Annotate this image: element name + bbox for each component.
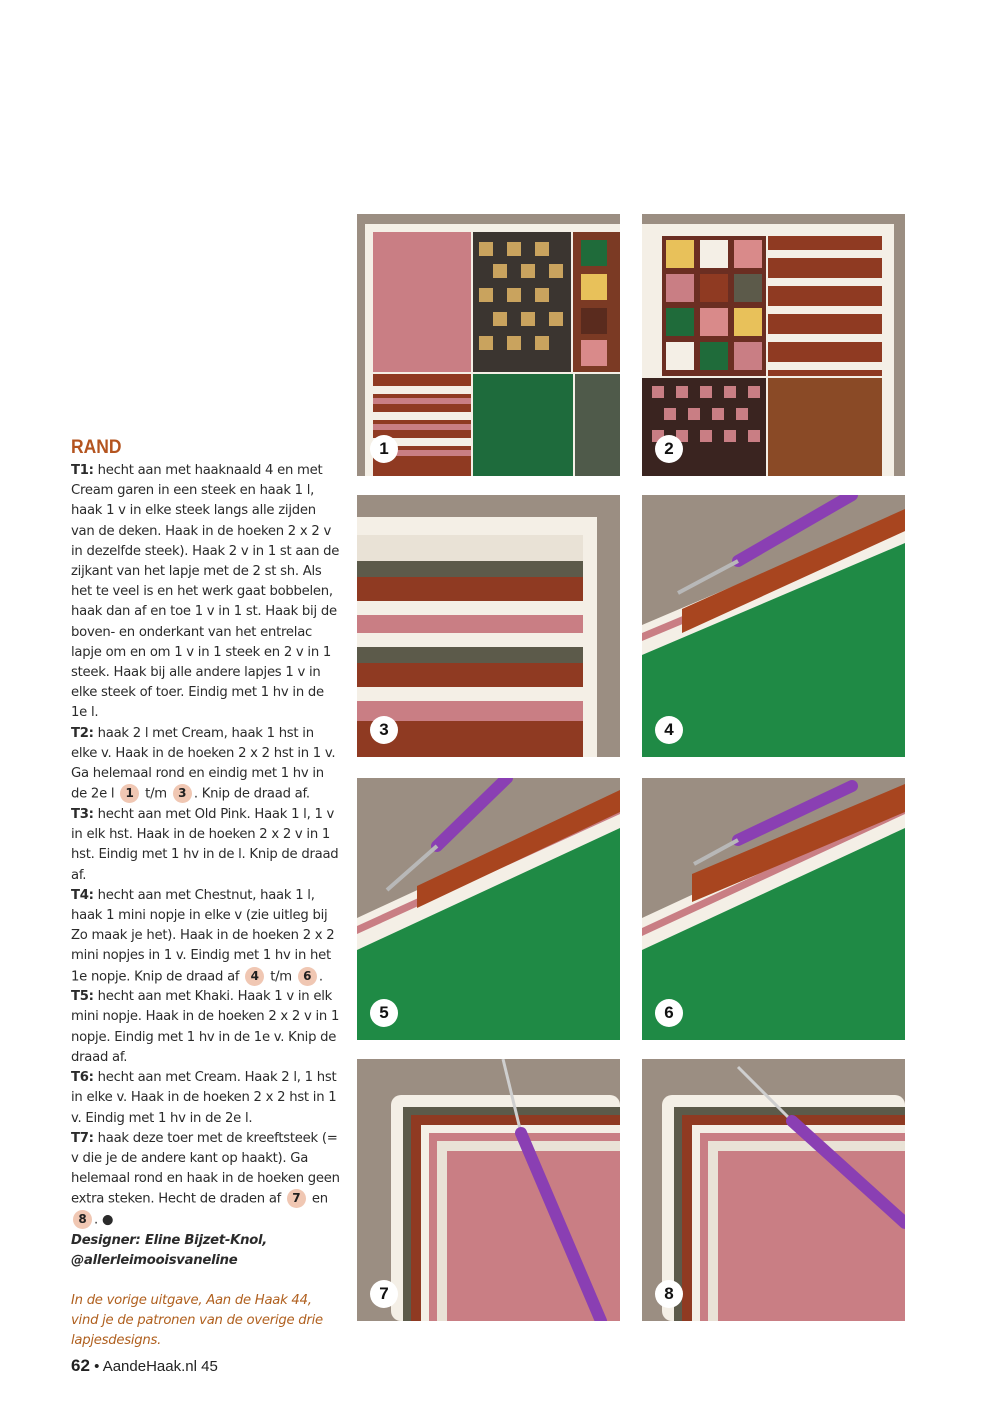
photo-8 <box>642 1059 905 1321</box>
photo-ref-badge: 8 <box>73 1210 92 1229</box>
photo-ref-badge: 3 <box>173 784 192 803</box>
previous-issue-note: In de vorige uitgave, Aan de Haak 44, vind je de patronen van de overige drie lapjesdesigns. <box>71 1293 323 1349</box>
photo-ref-badge: 7 <box>287 1189 306 1208</box>
instructions-column <box>71 436 341 1364</box>
designer-handle: @allerleimooisvaneline <box>71 1252 238 1268</box>
row-t3: T3: hecht aan met Old Pink. Haak 1 l, 1 v in elk hst. Haak in de hoeken 2 x 2 v in 1 hst. Eindig met 1 hv in de l. Knip de draad af. <box>71 806 339 883</box>
row-t4: T4: hecht aan met Chestnut, haak 1 l, haak 1 mini nopje in elke v (zie uitleg bij Zo maak je het). Haak in de hoeken 2 x 2 mini nopjes in 1 v. Eindig met 1 hv in het 1e nopje. Knip de draad af 4 t/m 6 . <box>71 887 335 985</box>
photo-5 <box>357 778 620 1040</box>
photo-number: 1 <box>370 435 398 463</box>
photo-number: 7 <box>370 1280 398 1308</box>
photo-4 <box>642 495 905 757</box>
photo-6 <box>642 778 905 1040</box>
row-t6: T6: hecht aan met Cream. Haak 2 l, 1 hst in elke v. Haak in de hoeken 2 x 2 hst in 1 v. Eindig met 1 hv in de 2e l. <box>71 1070 337 1126</box>
photo-number: 3 <box>370 716 398 744</box>
photo-number: 4 <box>655 716 683 744</box>
photo-number: 5 <box>370 999 398 1027</box>
photo-number: 8 <box>655 1280 683 1308</box>
photo-number: 2 <box>655 435 683 463</box>
section-heading: RAND <box>71 437 122 458</box>
row-t1: T1: hecht aan met haaknaald 4 en met Cream garen in een steek en haak 1 l, haak 1 v in elke steek langs alle zijden van de deken. Haak in de hoeken 2 x 2 v in dezelfde steek). Haak 2 v in 1 st aan de zijkant van het lapje met de 2 st sh. Als het te veel is en het werk gaat bobbelen, haak dan af en toe 1 v in 1 st. Haak bij de boven- en onderkant van het entrelac lapje om en om 1 v in 1 steek en 2 v in 1 steek. Haak bij alle andere lapjes 1 v in elke steek of toer. Eindig met 1 hv in de 1e l. <box>71 463 340 721</box>
footer-site: AandeHaak.nl <box>102 1358 197 1375</box>
page-number: 62 <box>71 1356 90 1375</box>
photo-ref-badge: 6 <box>298 967 317 986</box>
photo-7 <box>357 1059 620 1321</box>
footer-issue: 45 <box>201 1358 218 1375</box>
photo-3 <box>357 495 620 757</box>
designer-credit: Designer: Eline Bijzet-Knol, <box>71 1232 268 1248</box>
footer-bullet: • <box>94 1358 100 1375</box>
photo-1 <box>357 214 620 476</box>
photo-number: 6 <box>655 999 683 1027</box>
row-t5: T5: hecht aan met Khaki. Haak 1 v in elk mini nopje. Haak in de hoeken 2 x 2 v in 1 nopje. Eindig met 1 hv in de 1e v. Knip de draad af. <box>71 989 340 1065</box>
page-footer <box>71 1356 218 1376</box>
photo-ref-badge: 4 <box>245 967 264 986</box>
row-t7: T7: haak deze toer met de kreeftsteek (= v die je de andere kant op haakt). Ga helemaal rond en haak in de hoeken geen extra steken. Hecht de draden af 7 en 8 . ● <box>71 1130 340 1228</box>
row-t2: T2: haak 2 l met Cream, haak 1 hst in elke v. Haak in de hoeken 2 x 2 hst in 1 v. Ga helemaal rond en eindig met 1 hv in de 2e l 1 t/m 3 . Knip de draad af. <box>71 725 336 802</box>
photo-2 <box>642 214 905 476</box>
photo-ref-badge: 1 <box>120 784 139 803</box>
